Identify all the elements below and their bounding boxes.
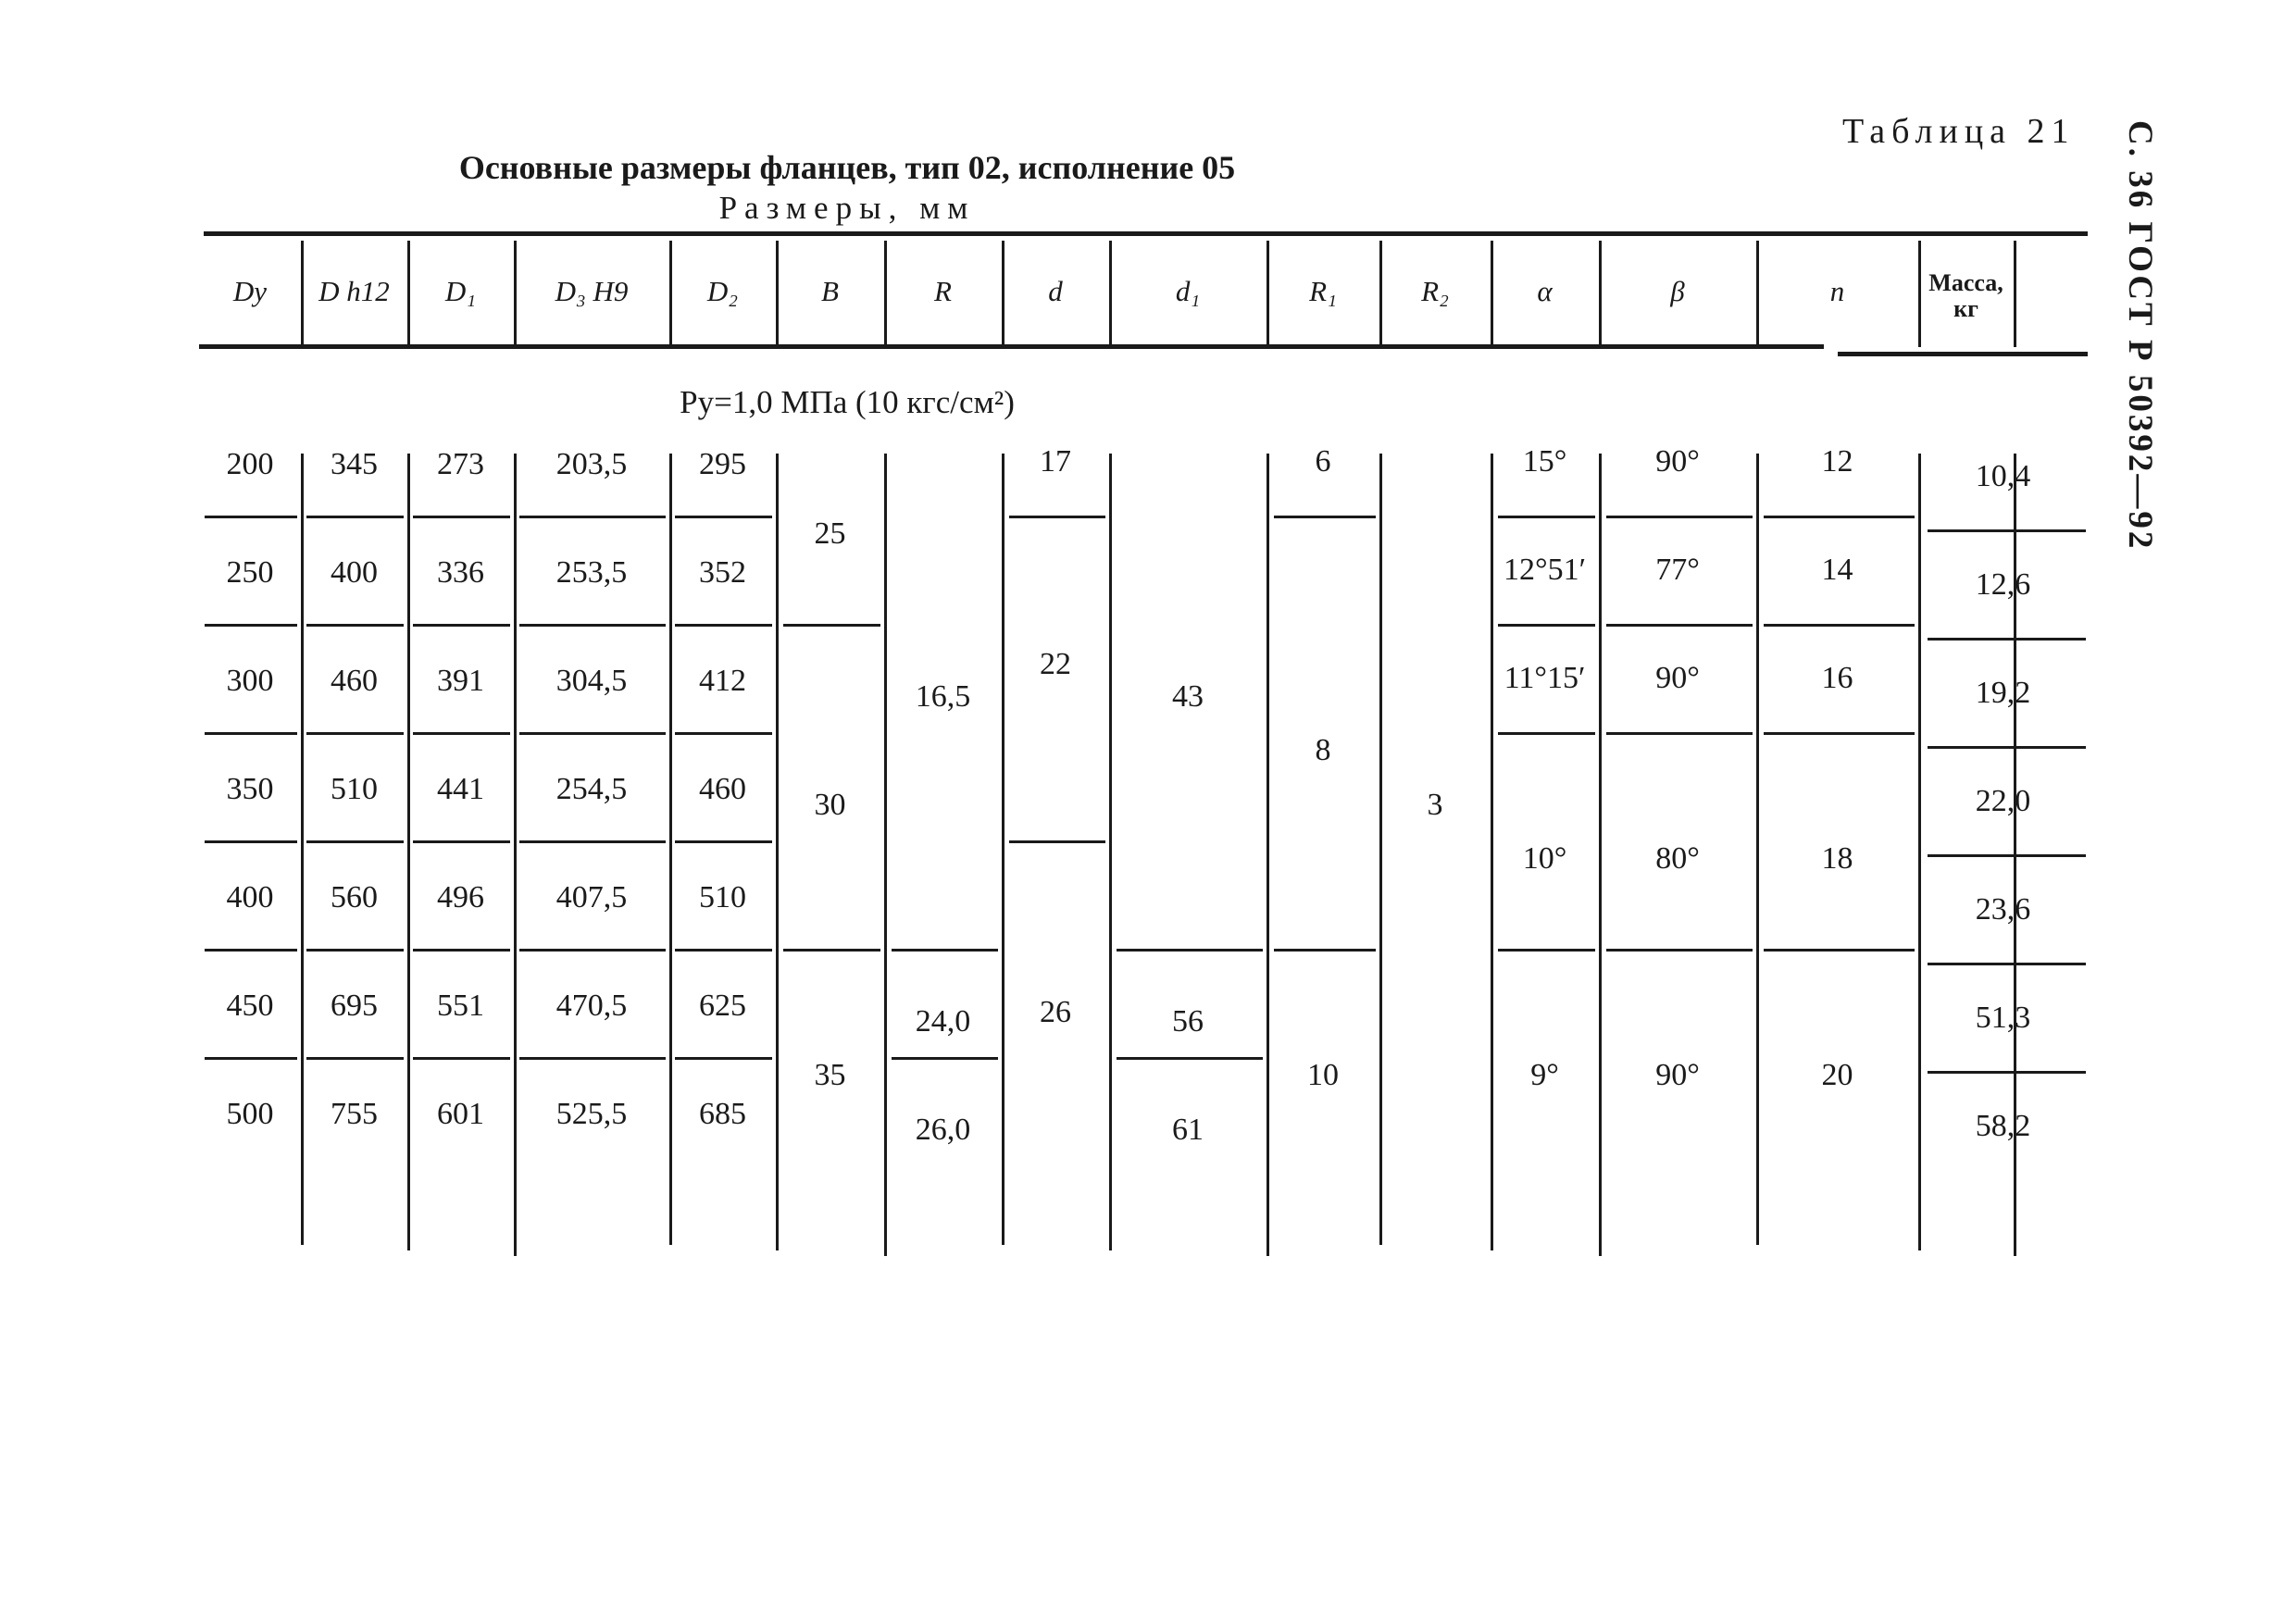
group-rule bbox=[1498, 949, 1595, 952]
row-rule bbox=[205, 624, 297, 627]
header-vline bbox=[1918, 241, 1921, 347]
table-top-rule bbox=[204, 231, 2088, 236]
row-rule bbox=[519, 949, 666, 952]
body-vline bbox=[1379, 454, 1382, 1245]
header-bottom-rule-right bbox=[1838, 352, 2088, 356]
cell-alpha: 10° bbox=[1522, 841, 1567, 876]
cell-d_1: 43 bbox=[1172, 678, 1204, 714]
cell-d3: 254,5 bbox=[555, 772, 628, 806]
cell-d1: 601 bbox=[437, 1097, 484, 1131]
header-vline bbox=[1109, 241, 1112, 347]
cell-r: 26,0 bbox=[915, 1112, 971, 1147]
cell-r: 24,0 bbox=[915, 1003, 971, 1039]
header-vline bbox=[301, 241, 304, 347]
body-vline bbox=[1267, 454, 1269, 1256]
group-rule bbox=[1764, 516, 1915, 518]
row-rule bbox=[675, 949, 772, 952]
cell-dy: 300 bbox=[226, 664, 274, 698]
row-rule bbox=[1928, 854, 2086, 857]
header-beta: β bbox=[1670, 275, 1685, 307]
cell-b: 35 bbox=[814, 1058, 846, 1092]
cell-mass: 58,2 bbox=[1975, 1109, 2031, 1143]
group-rule bbox=[1764, 624, 1915, 627]
header-vline bbox=[669, 241, 672, 347]
cell-d: 22 bbox=[1040, 646, 1071, 681]
header-vline bbox=[1491, 241, 1493, 347]
cell-mass: 22,0 bbox=[1975, 784, 2031, 818]
group-rule bbox=[1498, 624, 1595, 627]
row-rule bbox=[306, 949, 404, 952]
cell-d_h12: 400 bbox=[331, 555, 378, 590]
row-rule bbox=[675, 516, 772, 518]
group-rule bbox=[892, 949, 998, 952]
header-vline bbox=[1599, 241, 1602, 347]
row-rule bbox=[306, 840, 404, 843]
cell-r: 16,5 bbox=[915, 678, 971, 714]
header-vline bbox=[1002, 241, 1004, 347]
row-rule bbox=[519, 1057, 666, 1060]
cell-d2: 510 bbox=[699, 880, 746, 914]
header-alpha: α bbox=[1537, 275, 1553, 307]
cell-beta: 80° bbox=[1655, 841, 1700, 876]
group-rule bbox=[1274, 949, 1376, 952]
cell-d2: 685 bbox=[699, 1097, 746, 1131]
cell-dy: 500 bbox=[226, 1097, 274, 1131]
cell-alpha: 15° bbox=[1522, 443, 1567, 479]
header-r: R bbox=[934, 275, 952, 307]
cell-d3: 304,5 bbox=[555, 664, 628, 698]
row-rule bbox=[519, 516, 666, 518]
body-vline bbox=[776, 454, 779, 1250]
cell-d1: 496 bbox=[437, 880, 484, 914]
row-rule bbox=[413, 840, 510, 843]
row-rule bbox=[413, 516, 510, 518]
cell-d2: 625 bbox=[699, 989, 746, 1023]
header-n: n bbox=[1829, 275, 1845, 307]
row-rule bbox=[1928, 746, 2086, 749]
header-vline bbox=[884, 241, 887, 347]
row-rule bbox=[1928, 963, 2086, 965]
cell-mass: 12,6 bbox=[1975, 567, 2031, 602]
header-r2: R₂ bbox=[1421, 275, 1449, 307]
cell-beta: 77° bbox=[1655, 552, 1700, 587]
cell-d1: 336 bbox=[437, 555, 484, 590]
group-rule bbox=[783, 624, 880, 627]
group-rule bbox=[1498, 516, 1595, 518]
row-rule bbox=[306, 732, 404, 735]
cell-d_1: 56 bbox=[1172, 1003, 1204, 1039]
cell-b: 25 bbox=[814, 516, 846, 551]
cell-beta: 90° bbox=[1655, 1058, 1700, 1092]
row-rule bbox=[519, 840, 666, 843]
cell-d2: 412 bbox=[699, 664, 746, 698]
group-rule bbox=[1009, 840, 1105, 843]
cell-d3: 203,5 bbox=[555, 447, 628, 481]
row-rule bbox=[675, 1057, 772, 1060]
cell-d2: 295 bbox=[699, 447, 746, 481]
group-rule bbox=[1764, 949, 1915, 952]
cell-n: 18 bbox=[1821, 841, 1853, 876]
cell-d: 17 bbox=[1040, 443, 1071, 479]
header-bottom-rule bbox=[199, 344, 1824, 349]
table-units: Размеры, мм bbox=[718, 190, 976, 226]
row-rule bbox=[519, 624, 666, 627]
header-d1: D₁ bbox=[444, 275, 477, 307]
cell-b: 30 bbox=[814, 787, 846, 822]
cell-d_h12: 510 bbox=[331, 772, 378, 806]
cell-dy: 450 bbox=[226, 989, 274, 1023]
cell-dy: 200 bbox=[226, 447, 274, 481]
header-r1: R₁ bbox=[1309, 275, 1337, 307]
row-rule bbox=[413, 1057, 510, 1060]
header-mass: Масса, кг bbox=[1928, 269, 2003, 322]
cell-r1: 10 bbox=[1307, 1058, 1339, 1092]
row-rule bbox=[205, 949, 297, 952]
header-d: d bbox=[1048, 275, 1063, 307]
cell-d3: 407,5 bbox=[555, 880, 628, 914]
header-d3: D₃ H9 bbox=[555, 275, 629, 307]
cell-d1: 441 bbox=[437, 772, 484, 806]
row-rule bbox=[1928, 638, 2086, 641]
cell-r1: 6 bbox=[1315, 443, 1331, 479]
group-rule bbox=[783, 949, 880, 952]
cell-dy: 350 bbox=[226, 772, 274, 806]
cell-r2: 3 bbox=[1427, 787, 1443, 822]
row-rule bbox=[675, 840, 772, 843]
row-rule bbox=[1928, 1071, 2086, 1074]
cell-d3: 253,5 bbox=[555, 555, 628, 590]
row-rule bbox=[205, 732, 297, 735]
cell-r1: 8 bbox=[1315, 733, 1331, 767]
group-rule bbox=[1606, 516, 1753, 518]
cell-d1: 273 bbox=[437, 447, 484, 481]
group-rule bbox=[1606, 949, 1753, 952]
row-rule bbox=[413, 732, 510, 735]
cell-alpha: 11°15′ bbox=[1504, 660, 1586, 695]
row-rule bbox=[413, 624, 510, 627]
header-d_h12: D h12 bbox=[318, 275, 390, 307]
cell-d3: 470,5 bbox=[555, 989, 628, 1023]
header-dy: Dy bbox=[232, 275, 268, 307]
cell-d_h12: 560 bbox=[331, 880, 378, 914]
row-rule bbox=[675, 732, 772, 735]
row-rule bbox=[413, 949, 510, 952]
header-b: B bbox=[821, 275, 839, 307]
header-vline bbox=[776, 241, 779, 347]
group-rule bbox=[1498, 732, 1595, 735]
cell-beta: 90° bbox=[1655, 443, 1700, 479]
cell-mass: 23,6 bbox=[1975, 892, 2031, 927]
cell-d3: 525,5 bbox=[555, 1097, 628, 1131]
header-vline bbox=[514, 241, 517, 347]
header-vline bbox=[2014, 241, 2016, 347]
cell-alpha: 9° bbox=[1530, 1058, 1559, 1092]
header-d2: D₂ bbox=[706, 275, 739, 307]
cell-d2: 460 bbox=[699, 772, 746, 806]
row-rule bbox=[1928, 529, 2086, 532]
cell-d2: 352 bbox=[699, 555, 746, 590]
cell-n: 14 bbox=[1821, 552, 1853, 587]
cell-mass: 10,4 bbox=[1975, 459, 2031, 493]
group-rule bbox=[1764, 732, 1915, 735]
group-rule bbox=[892, 1057, 998, 1060]
row-rule bbox=[306, 624, 404, 627]
header-vline bbox=[1379, 241, 1382, 347]
cell-dy: 250 bbox=[226, 555, 274, 590]
cell-d: 26 bbox=[1040, 994, 1071, 1029]
row-rule bbox=[306, 516, 404, 518]
cell-beta: 90° bbox=[1655, 660, 1700, 695]
cell-alpha: 12°51′ bbox=[1503, 552, 1587, 587]
row-rule bbox=[675, 624, 772, 627]
cell-mass: 51,3 bbox=[1975, 1001, 2031, 1035]
cell-d_h12: 460 bbox=[331, 664, 378, 698]
cell-d_1: 61 bbox=[1172, 1112, 1204, 1147]
cell-n: 16 bbox=[1821, 660, 1853, 695]
group-rule bbox=[1606, 732, 1753, 735]
group-rule bbox=[1274, 516, 1376, 518]
pressure-label: Pу=1,0 МПа (10 кгс/см²) bbox=[680, 384, 1015, 420]
cell-n: 12 bbox=[1821, 443, 1853, 479]
cell-d1: 551 bbox=[437, 989, 484, 1023]
group-rule bbox=[1606, 624, 1753, 627]
header-vline bbox=[1756, 241, 1759, 347]
group-rule bbox=[1009, 516, 1105, 518]
body-vline bbox=[1002, 454, 1004, 1245]
row-rule bbox=[205, 516, 297, 518]
group-rule bbox=[1117, 949, 1263, 952]
row-rule bbox=[205, 840, 297, 843]
cell-d_h12: 695 bbox=[331, 989, 378, 1023]
table-title: Основные размеры фланцев, тип 02, исполнение 05 bbox=[458, 149, 1236, 186]
group-rule bbox=[1117, 1057, 1263, 1060]
cell-mass: 19,2 bbox=[1975, 676, 2031, 710]
table-number: Таблица 21 bbox=[1842, 112, 2076, 151]
cell-dy: 400 bbox=[226, 880, 274, 914]
row-rule bbox=[519, 732, 666, 735]
header-d_1: d₁ bbox=[1175, 275, 1201, 307]
header-vline bbox=[407, 241, 410, 347]
cell-n: 20 bbox=[1821, 1058, 1853, 1092]
row-rule bbox=[205, 1057, 297, 1060]
cell-d1: 391 bbox=[437, 664, 484, 698]
header-vline bbox=[1267, 241, 1269, 347]
cell-d_h12: 345 bbox=[331, 447, 378, 481]
page-header-side: С. 36 ГОСТ Р 50392—92 bbox=[2121, 120, 2159, 552]
row-rule bbox=[306, 1057, 404, 1060]
cell-d_h12: 755 bbox=[331, 1097, 378, 1131]
